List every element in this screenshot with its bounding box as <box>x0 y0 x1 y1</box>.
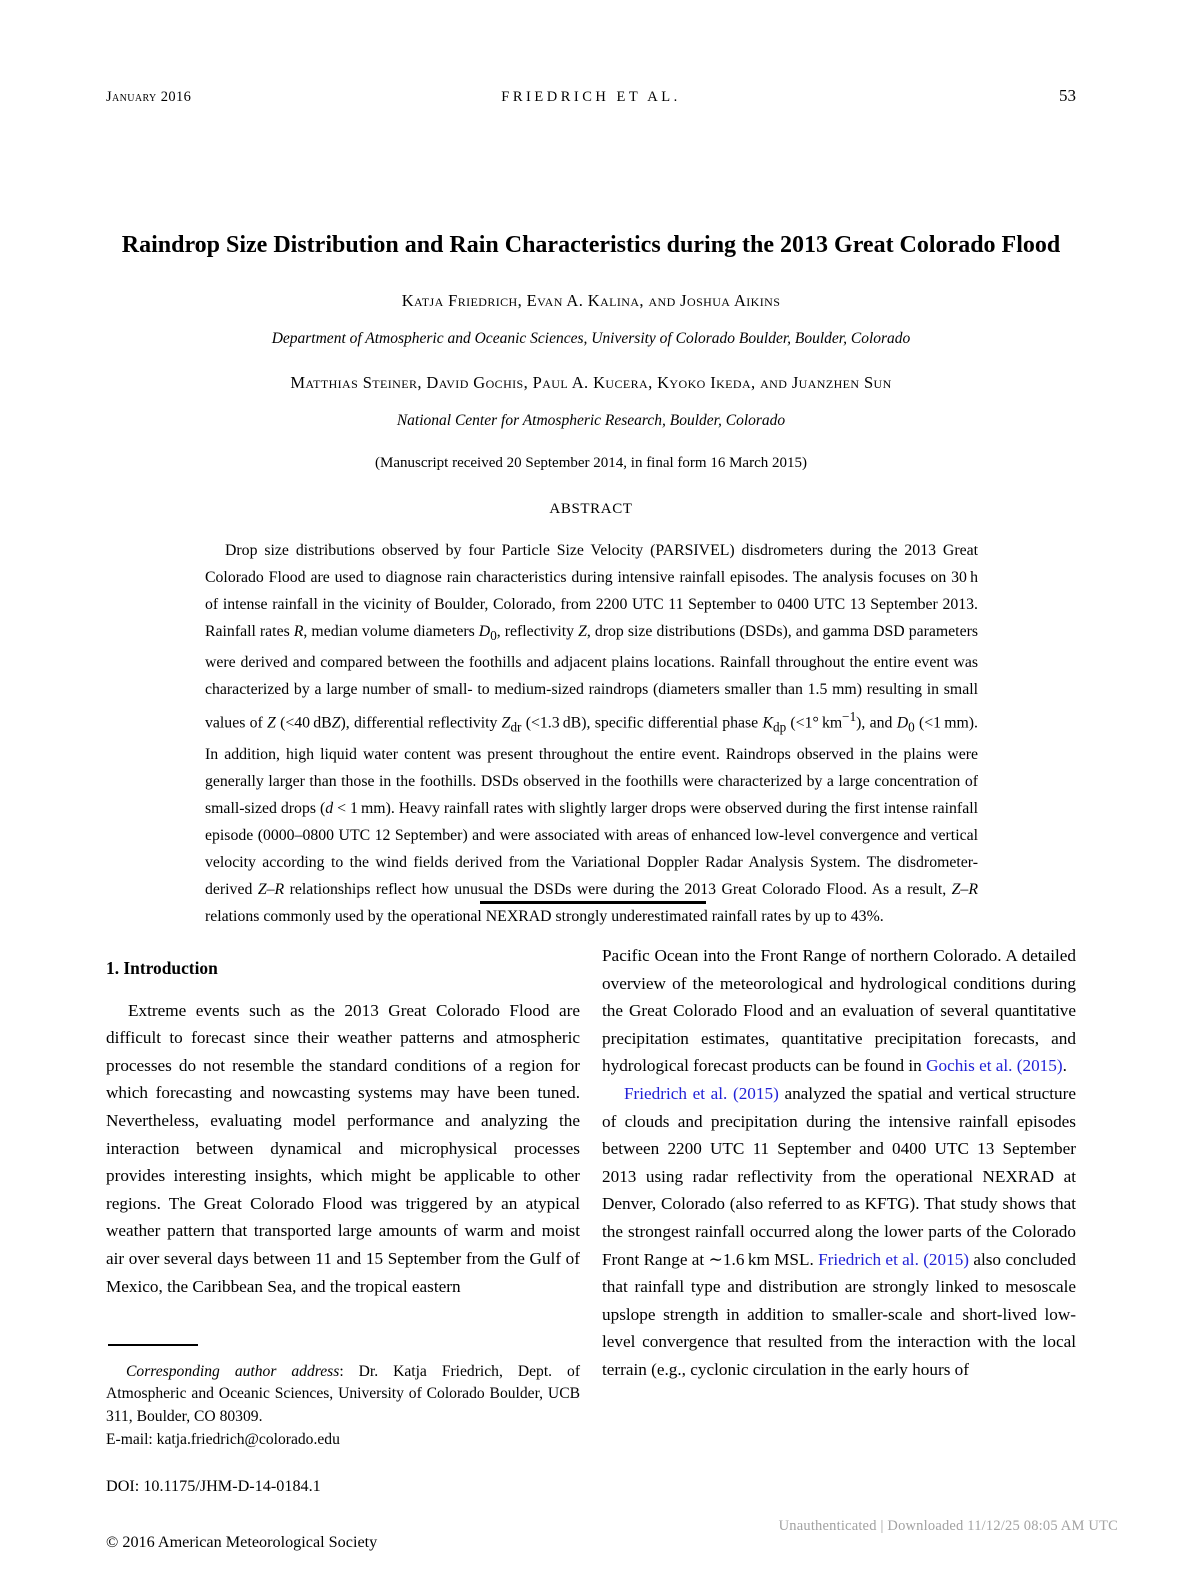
manuscript-received-note: (Manuscript received 20 September 2014, in final form 16 March 2015) <box>375 455 807 471</box>
email-link[interactable]: katja.friedrich@colorado.edu <box>156 1430 340 1448</box>
left-column <box>106 942 580 1384</box>
author-names-line2: Matthias Steiner, David Gochis, Paul A. Kucera, Kyoko Ikeda, and Juanzhen Sun <box>290 373 892 392</box>
header-running-authors: FRIEDRICH ET AL. <box>501 89 681 105</box>
intro-paragraph: Extreme events such as the 2013 Great Colorado Flood are difficult to forecast since their weather patterns and atmospheric processes do not resemble the standard conditions of a region for which forecasting and nowcasting systems may have been tuned. Nevertheless, evaluating model performance and analyzing the interaction between dynamical and microphysical processes provides interesting insights, which might be applicable to other regions. The Great Colorado Flood was triggered by an atypical weather pattern that transported large amounts of warm and moist air over several days between 11 and 15 September from the Gulf of Mexico, the Caribbean Sea, and the tropical eastern <box>106 1000 580 1296</box>
citation-link-gochis-2015[interactable]: Gochis et al. (2015) <box>926 1056 1063 1076</box>
body-paragraph-2: Friedrich et al. (2015) analyzed the spatial and vertical structure of clouds and precipitation during the intensive rainfall episodes between 2200 UTC 11 September and 0400 UTC 13 September 2013 using radar reflectivity from the operational NEXRAD at Denver, Colorado (also referred to as KFTG). That study shows that the strongest rainfall occurred along the lower parts of the Colorado Front Range at ∼1.6 km MSL. Friedrich et al. (2015) also concluded that rainfall type and distribution are strongly linked to mesoscale upslope strength in addition to smaller-scale and short-lived low-level convergence that resulted from the interaction with the local terrain (e.g., cyclonic circulation in the early hours of <box>602 1083 1076 1379</box>
abstract-heading: ABSTRACT <box>549 501 633 517</box>
abstract-body: Drop size distributions observed by four Particle Size Velocity (PARSIVEL) disdrometers during the 2013 Great Colorado Flood are used to diagnose rain characteristics during intensive rainfall episodes. The analysis focuses on 30 h of intense rainfall in the vicinity of Boulder, Colorado, from 2200 UTC 11 September to 0400 UTC 13 September 2013. Rainfall rates R, median volume diameters $D_0$, reflectivity Z, drop size distributions (DSDs), and gamma DSD parameters were derived and compared between the foothills and adjacent plains locations. Rainfall throughout the entire event was characterized by a large number of small- to medium-sized raindrops (diameters smaller than 1.5 mm) resulting in small values of Z (<40 dBZ), differential reflectivity $Z_{dr}$ (<1.3 dB), specific differential phase $K_{dp}$ (<1° $km^{-1}$), and $D_0$ (<1 mm). In addition, high liquid water content was present throughout the entire event. Raindrops observed in the plains were generally larger than those in the foothills. DSDs observed in the foothills were characterized by a large concentration of small-sized drops (d < 1 mm). Heavy rainfall rates with slightly larger drops were observed during the first intense rainfall episode (0000–0800 UTC 12 September) and were associated with areas of enhanced low-level convergence and vertical velocity according to the wind fields derived from the Variational Doppler Radar Analysis System. The disdrometer-derived Z–R relationships reflect how unusual the DSDs were during the 2013 Great Colorado Flood. As a result, Z–R relations commonly used by the operational NEXRAD strongly underestimated rainfall rates by up to 43%. <box>205 542 978 925</box>
section-divider-rule <box>480 901 706 904</box>
footnote-rule <box>108 1344 198 1346</box>
author-affiliation-1: Department of Atmospheric and Oceanic Sciences, University of Colorado Boulder, Boulder, Colorado <box>271 330 911 347</box>
header-page-number: 53 <box>1059 86 1076 105</box>
copyright-line: © 2016 American Meteorological Society <box>106 1532 378 1551</box>
header-journal-date: January 2016 <box>106 89 192 105</box>
body-paragraph-continuation: Pacific Ocean into the Front Range of northern Colorado. A detailed overview of the meteorological and hydrological conditions during the Great Colorado Flood and an evaluation of several quantitative precipitation estimates, quantitative precipitation forecasts, and hydrological forecast products can be found in Gochis et al. (2015). <box>602 946 1076 1076</box>
author-names-line1: Katja Friedrich, Evan A. Kalina, and Joshua Aikins <box>401 291 781 310</box>
citation-link-friedrich-2015[interactable]: Friedrich et al. (2015) <box>624 1083 779 1103</box>
running-header <box>106 86 1076 106</box>
author-affiliation-2: National Center for Atmospheric Research, Boulder, Colorado <box>396 412 786 429</box>
right-column <box>602 942 1076 1384</box>
footnote-block <box>106 1338 580 1552</box>
section-heading-introduction: 1. Introduction <box>106 958 218 978</box>
two-column-body <box>106 942 1076 1384</box>
article-title: Raindrop Size Distribution and Rain Characteristics during the 2013 Great Colorado Flood <box>121 232 1061 258</box>
download-stamp: Unauthenticated | Downloaded 11/12/25 08:05 AM UTC <box>778 1518 1118 1534</box>
citation-link-friedrich-2015b[interactable]: Friedrich et al. (2015) <box>818 1249 970 1269</box>
doi-line: DOI: 10.1175/JHM-D-14-0184.1 <box>106 1476 321 1495</box>
corresponding-author-footnote: Corresponding author address: Dr. Katja Friedrich, Dept. of Atmospheric and Oceanic Sciences, University of Colorado Boulder, UCB 311, Boulder, CO 80309. E-mail: katja.friedrich@colorado.edu <box>106 1362 581 1448</box>
